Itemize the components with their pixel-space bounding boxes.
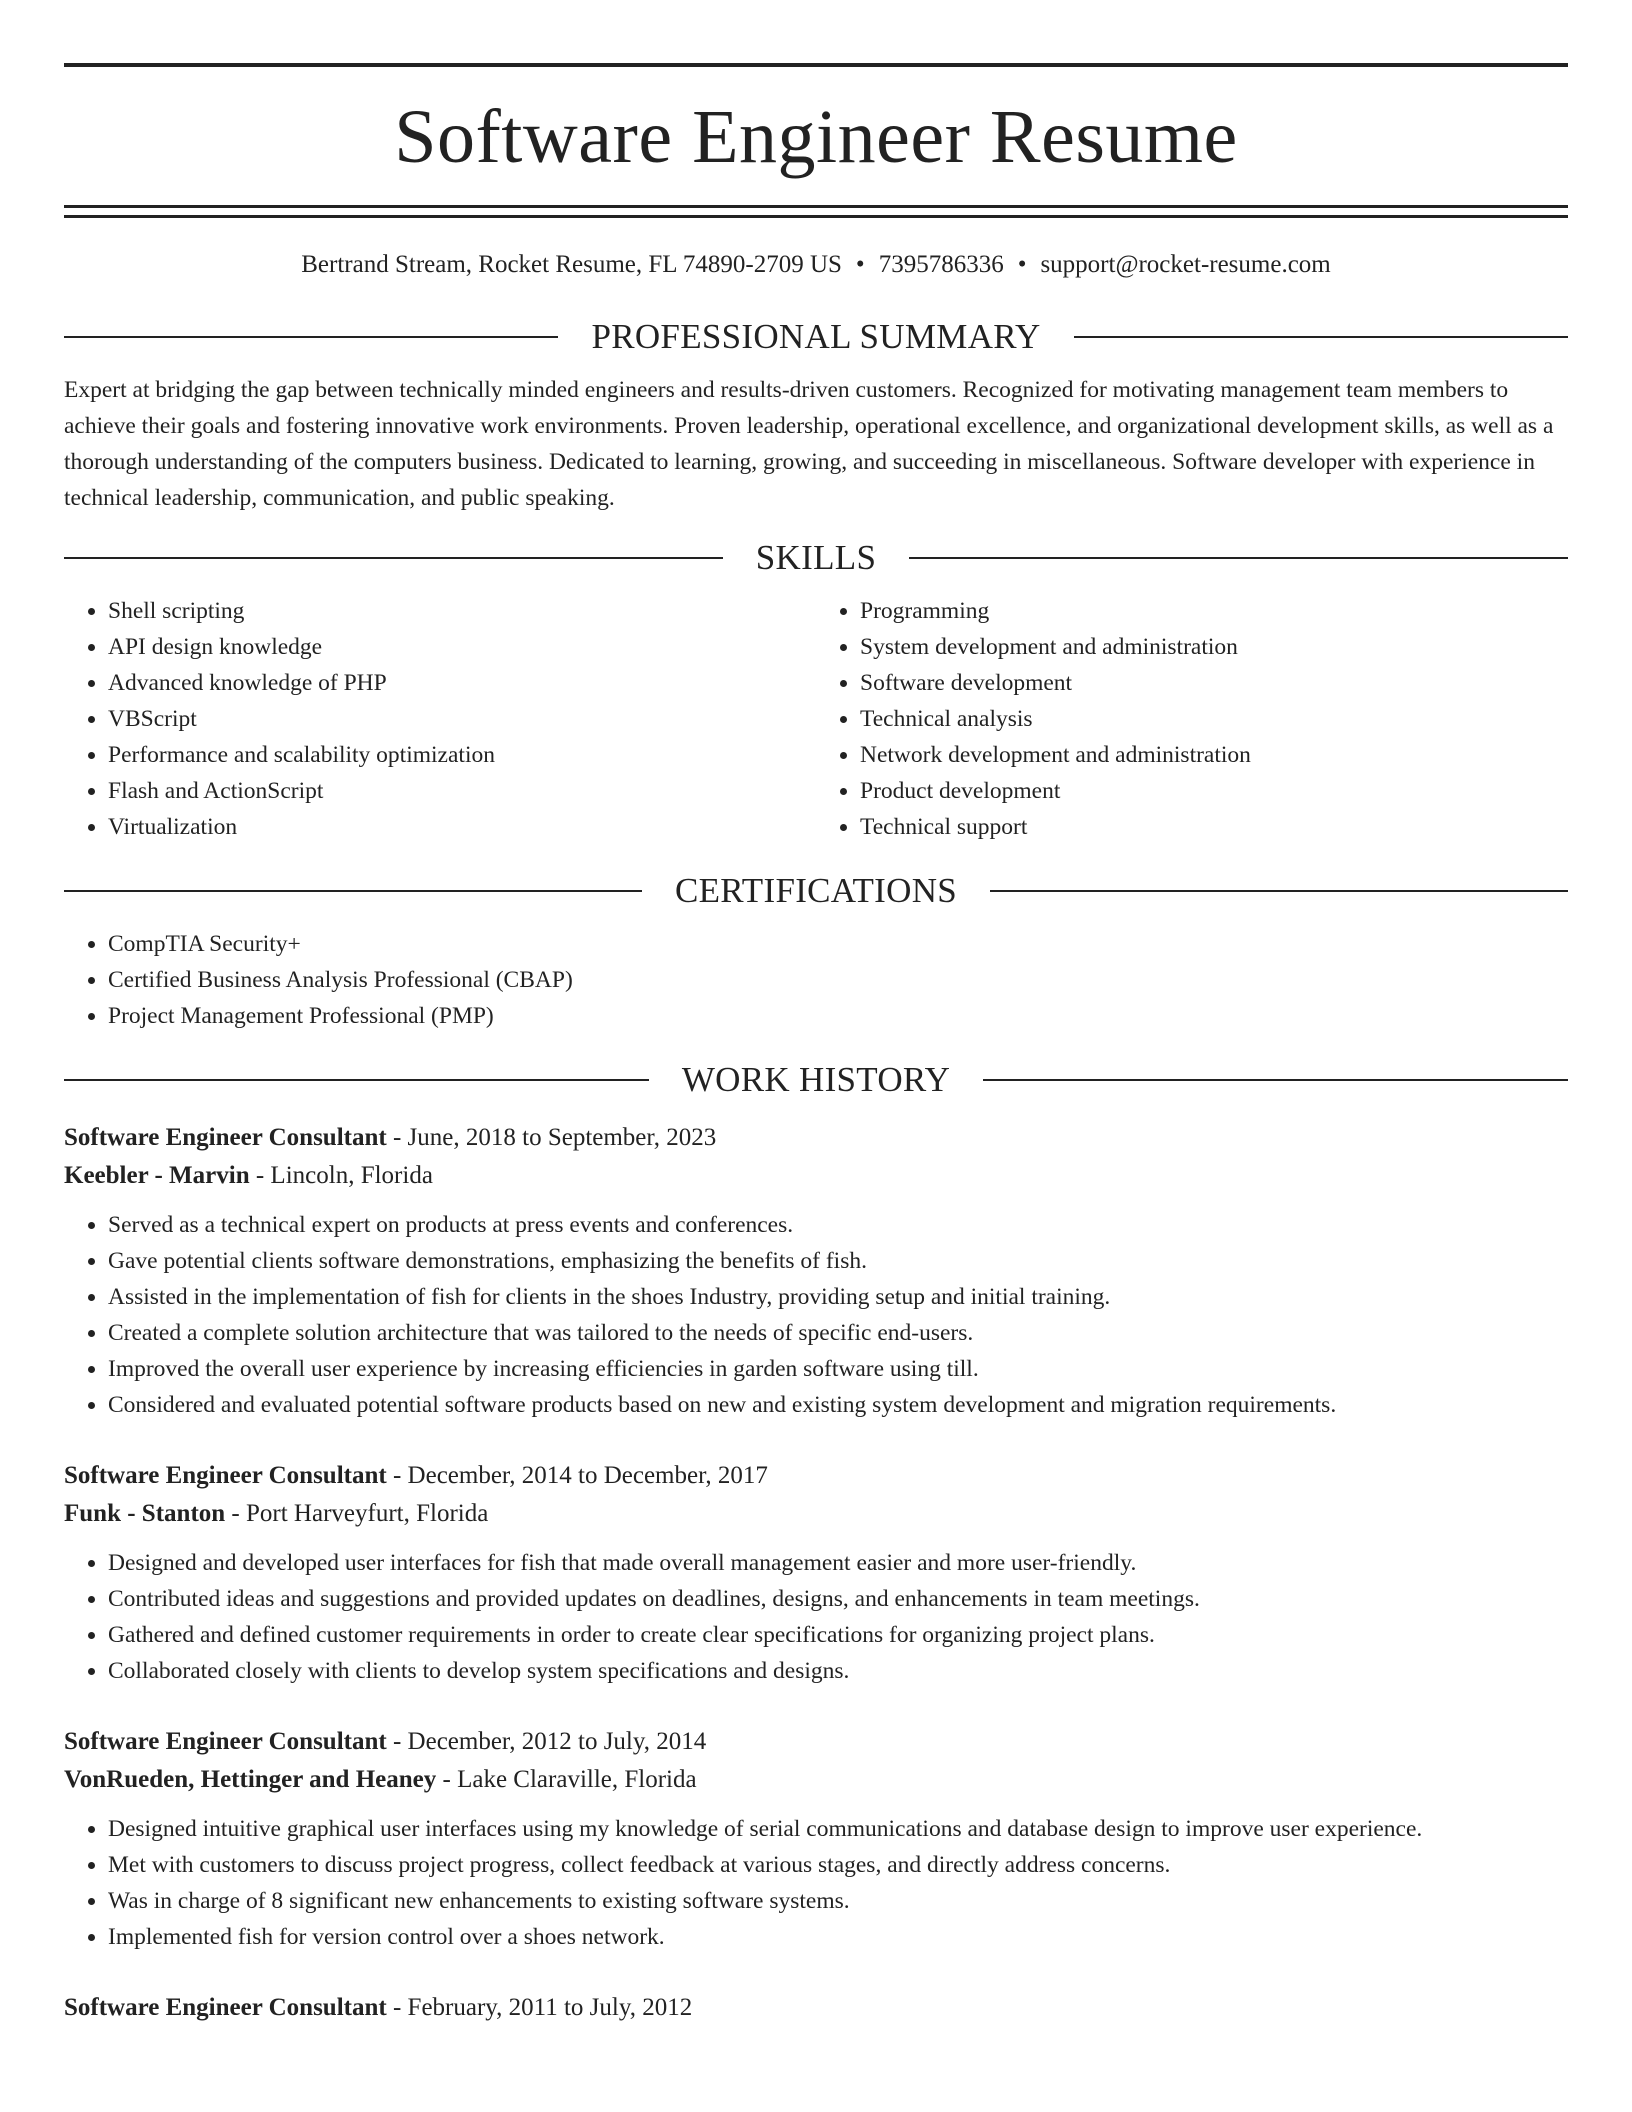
list-item: • Virtualization — [108, 809, 816, 845]
job-title-line — [64, 1457, 1568, 1495]
list-item: • Assisted in the implementation of fish for clients in the shoes Industry, providing setup and initial training. — [108, 1279, 1568, 1315]
list-item: • Technical support — [860, 809, 1568, 845]
heading-rule — [64, 557, 723, 559]
job-entry — [64, 1723, 1568, 1955]
skills-list-right — [816, 593, 1568, 845]
list-item: • Served as a technical expert on products at press events and conferences. — [108, 1207, 1568, 1243]
job-location: - Lincoln, Florida — [249, 1162, 433, 1189]
list-item: • Programming — [860, 593, 1568, 629]
list-item: • Performance and scalability optimization — [108, 737, 816, 773]
list-item: • Gave potential clients software demonstrations, emphasizing the benefits of fish. — [108, 1243, 1568, 1279]
list-item: • Designed intuitive graphical user interfaces using my knowledge of serial communications and database design to improve user experience. — [108, 1811, 1568, 1847]
contact-phone: 7395786336 — [878, 251, 1004, 278]
job-location: - Port Harveyfurt, Florida — [225, 1500, 489, 1527]
list-item: • Advanced knowledge of PHP — [108, 665, 816, 701]
heading-rule — [64, 890, 642, 892]
heading-rule — [64, 336, 558, 338]
job-title-line — [64, 1989, 1568, 2027]
list-item: • Flash and ActionScript — [108, 773, 816, 809]
heading-rule — [1074, 336, 1568, 338]
job-company: Funk - Stanton — [64, 1500, 226, 1527]
list-item: • Designed and developed user interfaces for fish that made overall management easier and more user-friendly. — [108, 1545, 1568, 1581]
list-item: • Project Management Professional (PMP) — [108, 998, 1568, 1034]
list-item: • Product development — [860, 773, 1568, 809]
heading-rule — [990, 890, 1568, 892]
list-item: • Improved the overall user experience by increasing efficiencies in garden software using till. — [108, 1351, 1568, 1387]
job-entry — [64, 1989, 1568, 2027]
list-item: • Collaborated closely with clients to develop system specifications and designs. — [108, 1653, 1568, 1689]
section-heading-work-history — [64, 1062, 1568, 1097]
heading-rule — [64, 1079, 649, 1081]
list-item: • Contributed ideas and suggestions and provided updates on deadlines, designs, and enhancements in team meetings. — [108, 1581, 1568, 1617]
list-item: • Created a complete solution architecture that was tailored to the needs of specific end-users. — [108, 1315, 1568, 1351]
contact-separator: • — [1017, 251, 1027, 278]
contact-separator: • — [855, 251, 865, 278]
skills-list-left — [64, 593, 816, 845]
list-item: • Gathered and defined customer requirements in order to create clear specifications for organizing project plans. — [108, 1617, 1568, 1653]
job-company: Keebler - Marvin — [64, 1162, 250, 1189]
contact-address: Bertrand Stream, Rocket Resume, FL 74890-2709 US — [301, 251, 842, 278]
summary-text: Expert at bridging the gap between technically minded engineers and results-driven customers. Recognized for motivating management team members to achieve their goals and fostering innovative work environments. Proven leadership, operational excellence, and organizational development skills, as well as a thorough understanding of the computers business. Dedicated to learning, growing, and succeeding in miscellaneous. Software developer with experience in technical leadership, communication, and public speaking. — [64, 377, 1554, 511]
list-item: • API design knowledge — [108, 629, 816, 665]
heading-rule — [909, 557, 1568, 559]
page-title: Software Engineer Resume — [394, 95, 1238, 179]
title-rule-upper — [64, 205, 1568, 208]
job-role: Software Engineer Consultant — [64, 1728, 387, 1755]
job-dates: - February, 2011 to July, 2012 — [386, 1994, 693, 2021]
section-title: PROFESSIONAL SUMMARY — [591, 317, 1041, 356]
job-role: Software Engineer Consultant — [64, 1994, 387, 2021]
section-heading-summary — [64, 319, 1568, 354]
section-title: SKILLS — [755, 538, 877, 577]
contact-line — [64, 252, 1568, 277]
job-company-line — [64, 1761, 1568, 1799]
heading-rule — [983, 1079, 1568, 1081]
job-role: Software Engineer Consultant — [64, 1462, 387, 1489]
skills-columns — [64, 593, 1568, 845]
job-location: - Lake Claraville, Florida — [436, 1766, 697, 1793]
contact-email: support@rocket-resume.com — [1040, 251, 1331, 278]
section-heading-skills — [64, 540, 1568, 575]
list-item: • Considered and evaluated potential software products based on new and existing system development and migration requirements. — [108, 1387, 1568, 1423]
job-title-line — [64, 1723, 1568, 1761]
list-item: • Implemented fish for version control over a shoes network. — [108, 1919, 1568, 1955]
list-item: • System development and administration — [860, 629, 1568, 665]
job-company: VonRueden, Hettinger and Heaney — [64, 1766, 437, 1793]
job-company-line — [64, 1495, 1568, 1533]
job-entry — [64, 1457, 1568, 1689]
list-item: • Network development and administration — [860, 737, 1568, 773]
job-entry — [64, 1119, 1568, 1423]
list-item: • Shell scripting — [108, 593, 816, 629]
certifications-list — [64, 926, 1568, 1034]
list-item: • Met with customers to discuss project progress, collect feedback at various stages, and directly address concerns. — [108, 1847, 1568, 1883]
list-item: • Was in charge of 8 significant new enhancements to existing software systems. — [108, 1883, 1568, 1919]
list-item: • Software development — [860, 665, 1568, 701]
job-bullets — [64, 1207, 1568, 1423]
top-rule — [64, 63, 1568, 67]
job-company-line — [64, 1157, 1568, 1195]
job-dates: - December, 2014 to December, 2017 — [386, 1462, 768, 1489]
section-heading-certifications — [64, 873, 1568, 908]
section-title: WORK HISTORY — [681, 1060, 951, 1099]
job-dates: - June, 2018 to September, 2023 — [386, 1124, 717, 1151]
list-item: • Certified Business Analysis Professional (CBAP) — [108, 962, 1568, 998]
job-title-line — [64, 1119, 1568, 1157]
job-bullets — [64, 1545, 1568, 1689]
list-item: • CompTIA Security+ — [108, 926, 1568, 962]
title-rule-lower — [64, 215, 1568, 218]
list-item: • Technical analysis — [860, 701, 1568, 737]
job-dates: - December, 2012 to July, 2014 — [386, 1728, 707, 1755]
list-item: • VBScript — [108, 701, 816, 737]
job-role: Software Engineer Consultant — [64, 1124, 387, 1151]
job-bullets — [64, 1811, 1568, 1955]
section-title: CERTIFICATIONS — [674, 871, 958, 910]
